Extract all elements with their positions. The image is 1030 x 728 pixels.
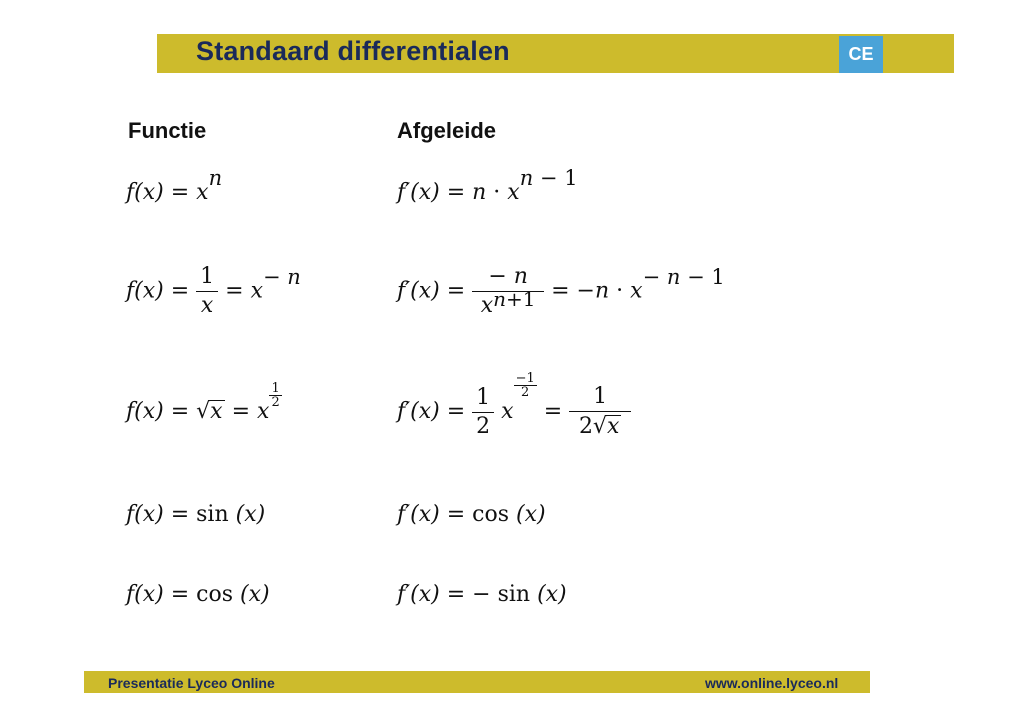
formula-function-5: f(x) = cos (x)	[126, 582, 270, 607]
formula-function-2: f(x) = $\frac{1}{x}$ = x− n	[126, 264, 301, 318]
slide-title: Standaard differentialen	[196, 36, 510, 66]
formula-derivative-4: f′(x) = cos (x)	[397, 502, 546, 527]
formula-derivative-5: f′(x) = − sin (x)	[397, 582, 567, 607]
formula-derivative-2: f′(x) = $\frac{- n}{xn+1}$ = −n · x− n − 1	[397, 264, 725, 318]
footer-presentation-label: Presentatie Lyceo Online	[108, 675, 275, 691]
formula-function-3: f(x) = √x = x $\frac{1}{2}$	[126, 381, 280, 424]
formula-function-4: f(x) = sin (x)	[126, 502, 266, 527]
footer-website-link[interactable]: www.online.lyceo.nl	[705, 675, 839, 691]
formula-function-1: f(x) = xn	[126, 166, 223, 205]
column-header-derivative: Afgeleide	[397, 118, 497, 143]
formula-derivative-1: f′(x) = n · xn − 1	[397, 166, 578, 205]
ce-badge: CE	[839, 36, 883, 73]
formula-derivative-3: f′(x) = $\frac{1}{2}$ x $\frac{-1}{2}$ = $\frac{1}{2√x}$	[397, 386, 631, 438]
column-header-function: Functie	[128, 118, 207, 143]
